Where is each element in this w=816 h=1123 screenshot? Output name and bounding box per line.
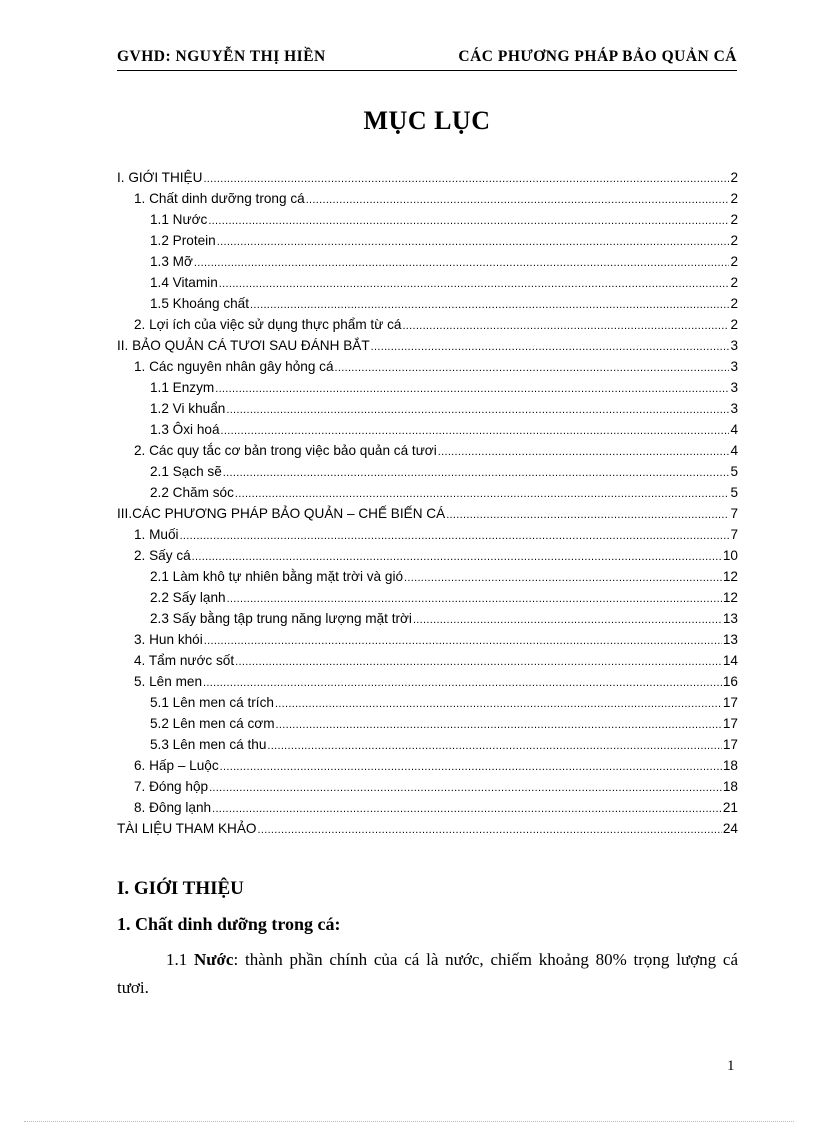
toc-entry-page: 18 [722, 779, 738, 794]
toc-leader-dots [306, 194, 730, 206]
toc-entry-text: 1.2 Vi khuẩn [150, 401, 226, 416]
toc-entry[interactable] [117, 737, 738, 758]
section-heading: I. GIỚI THIỆU [117, 878, 244, 899]
toc-entry-page: 12 [722, 590, 738, 605]
toc-entry[interactable] [117, 191, 738, 212]
toc-entry-page: 2 [730, 317, 738, 332]
toc-leader-dots [212, 803, 722, 815]
toc-entry-text: 1. Chất dinh dưỡng trong cá [134, 191, 305, 206]
toc-leader-dots [250, 299, 729, 311]
toc-entry[interactable] [117, 821, 738, 842]
toc-entry[interactable] [117, 296, 738, 317]
toc-entry[interactable] [117, 422, 738, 443]
toc-entry[interactable] [117, 170, 738, 191]
toc-leader-dots [194, 257, 730, 269]
toc-entry-page: 24 [722, 821, 738, 836]
toc-entry-page: 7 [730, 527, 738, 542]
toc-entry-text: TÀI LIỆU THAM KHẢO [117, 821, 257, 836]
toc-entry[interactable] [117, 380, 738, 401]
toc-entry[interactable] [117, 611, 738, 632]
toc-entry-text: 5.1 Lên men cá trích [150, 695, 274, 710]
toc-entry-page: 3 [730, 401, 738, 416]
toc-leader-dots [203, 677, 722, 689]
toc-entry-page: 3 [730, 380, 738, 395]
toc-leader-dots [221, 425, 730, 437]
toc-entry-page: 4 [730, 443, 738, 458]
toc-leader-dots [208, 215, 729, 227]
toc-entry-page: 12 [722, 569, 738, 584]
toc-leader-dots [220, 761, 722, 773]
toc-entry-page: 2 [730, 275, 738, 290]
toc-entry[interactable] [117, 716, 738, 737]
toc-entry[interactable] [117, 338, 738, 359]
toc-leader-dots [371, 341, 730, 353]
toc-leader-dots [180, 530, 730, 542]
toc-entry-text: 2.2 Chăm sóc [150, 485, 234, 500]
toc-entry-text: 1.1 Enzym [150, 380, 215, 395]
toc-leader-dots [203, 173, 729, 185]
toc-entry-text: 7. Đóng hộp [134, 779, 209, 794]
toc-entry-text: 1.2 Protein [150, 233, 216, 248]
toc-entry-page: 21 [722, 800, 738, 815]
toc-leader-dots [258, 824, 722, 836]
toc-entry-page: 13 [722, 611, 738, 626]
page-number: 1 [727, 1058, 735, 1074]
toc-entry-text: II. BẢO QUẢN CÁ TƯƠI SAU ĐÁNH BẮT [117, 338, 370, 353]
toc-entry-page: 16 [722, 674, 738, 689]
toc-entry[interactable] [117, 212, 738, 233]
toc-entry-page: 2 [730, 296, 738, 311]
toc-entry[interactable] [117, 674, 738, 695]
toc-entry-text: I. GIỚI THIỆU [117, 170, 203, 185]
table-of-contents [117, 170, 738, 842]
toc-leader-dots [204, 635, 722, 647]
toc-entry-text: 5.2 Lên men cá cơm [150, 716, 275, 731]
toc-entry[interactable] [117, 254, 738, 275]
toc-entry-page: 5 [730, 485, 738, 500]
toc-leader-dots [235, 656, 722, 668]
toc-entry[interactable] [117, 275, 738, 296]
header-document-title: CÁC PHƯƠNG PHÁP BẢO QUẢN CÁ [458, 48, 737, 65]
toc-entry[interactable] [117, 485, 738, 506]
toc-entry-text: 1.5 Khoáng chất [150, 296, 250, 311]
toc-entry[interactable] [117, 758, 738, 779]
toc-entry-page: 2 [730, 212, 738, 227]
toc-entry-page: 2 [730, 191, 738, 206]
toc-entry-page: 17 [722, 737, 738, 752]
toc-leader-dots [235, 488, 730, 500]
toc-entry-text: 2.2 Sấy lạnh [150, 590, 226, 605]
toc-entry[interactable] [117, 527, 738, 548]
toc-entry-text: 2. Các quy tắc cơ bản trong việc bảo quản cá tươi [134, 443, 437, 458]
toc-leader-dots [275, 698, 722, 710]
header-instructor: GVHD: NGUYỄN THỊ HIỀN [117, 48, 326, 65]
toc-entry-text: 1.3 Mỡ [150, 254, 193, 269]
toc-entry[interactable] [117, 233, 738, 254]
toc-entry-text: 8. Đông lạnh [134, 800, 212, 815]
toc-entry-page: 14 [722, 653, 738, 668]
toc-entry-text: 2. Sấy cá [134, 548, 191, 563]
toc-entry-text: 2.3 Sấy bằng tập trung năng lượng mặt trời [150, 611, 412, 626]
toc-entry-text: III.CÁC PHƯƠNG PHÁP BẢO QUẢN – CHẾ BIẾN CÁ [117, 506, 446, 521]
toc-entry-text: 3. Hun khói [134, 632, 203, 647]
toc-leader-dots [267, 740, 721, 752]
toc-entry-page: 13 [722, 632, 738, 647]
toc-leader-dots [223, 467, 730, 479]
toc-entry[interactable] [117, 506, 738, 527]
subsection-heading: 1. Chất dinh dưỡng trong cá: [117, 914, 341, 934]
toc-entry-page: 2 [730, 170, 738, 185]
toc-entry-text: 1. Muối [134, 527, 179, 542]
toc-entry[interactable] [117, 653, 738, 674]
toc-entry[interactable] [117, 695, 738, 716]
toc-entry[interactable] [117, 632, 738, 653]
toc-leader-dots [227, 593, 722, 605]
toc-entry-page: 7 [730, 506, 738, 521]
toc-entry-text: 1. Các nguyên nhân gây hỏng cá [134, 359, 334, 374]
toc-leader-dots [402, 320, 729, 332]
toc-entry-text: 1.4 Vitamin [150, 275, 218, 290]
toc-leader-dots [217, 236, 730, 248]
toc-leader-dots [335, 362, 730, 374]
toc-entry[interactable] [117, 779, 738, 800]
toc-entry[interactable] [117, 800, 738, 821]
para-text: : thành phần chính của cá là nước, chiếm khoảng 80% trọng lượng cá tươi. [117, 950, 738, 997]
page-bottom-edge [24, 1121, 794, 1122]
para-prefix: 1.1 [166, 950, 195, 969]
toc-entry-text: 2.1 Làm khô tự nhiên bằng mặt trời và gió [150, 569, 404, 584]
toc-leader-dots [219, 278, 730, 290]
toc-entry[interactable] [117, 569, 738, 590]
toc-entry[interactable] [117, 401, 738, 422]
toc-leader-dots [404, 572, 722, 584]
toc-entry-page: 3 [730, 338, 738, 353]
toc-entry-text: 2. Lợi ích của việc sử dụng thực phẩm từ cá [134, 317, 402, 332]
toc-leader-dots [438, 446, 730, 458]
toc-entry-page: 2 [730, 254, 738, 269]
toc-leader-dots [209, 782, 722, 794]
toc-entry-text: 4. Tẩm nước sốt [134, 653, 235, 668]
toc-leader-dots [226, 404, 729, 416]
toc-entry-text: 2.1 Sạch sẽ [150, 464, 222, 479]
page-header [117, 48, 737, 71]
toc-entry-page: 17 [722, 695, 738, 710]
toc-title: MỤC LỤC [363, 106, 491, 135]
toc-entry-text: 6. Hấp – Luộc [134, 758, 219, 773]
toc-leader-dots [276, 719, 722, 731]
toc-entry-page: 2 [730, 233, 738, 248]
toc-entry-page: 4 [730, 422, 738, 437]
toc-entry-page: 3 [730, 359, 738, 374]
toc-entry-page: 10 [722, 548, 738, 563]
toc-entry-page: 5 [730, 464, 738, 479]
toc-leader-dots [413, 614, 722, 626]
toc-entry[interactable] [117, 359, 738, 380]
toc-leader-dots [446, 509, 729, 521]
toc-entry-text: 1.1 Nước [150, 212, 208, 227]
toc-entry-text: 5.3 Lên men cá thu [150, 737, 267, 752]
toc-leader-dots [215, 383, 729, 395]
toc-entry-text: 1.3 Ôxi hoá [150, 422, 220, 437]
body-paragraph [117, 946, 738, 1002]
toc-entry[interactable] [117, 464, 738, 485]
toc-entry[interactable] [117, 317, 738, 338]
toc-leader-dots [192, 551, 722, 563]
toc-entry[interactable] [117, 443, 738, 464]
toc-entry-page: 18 [722, 758, 738, 773]
toc-entry-page: 17 [722, 716, 738, 731]
toc-entry[interactable] [117, 590, 738, 611]
para-term: Nước [194, 950, 234, 969]
toc-entry-text: 5. Lên men [134, 674, 203, 689]
toc-entry[interactable] [117, 548, 738, 569]
